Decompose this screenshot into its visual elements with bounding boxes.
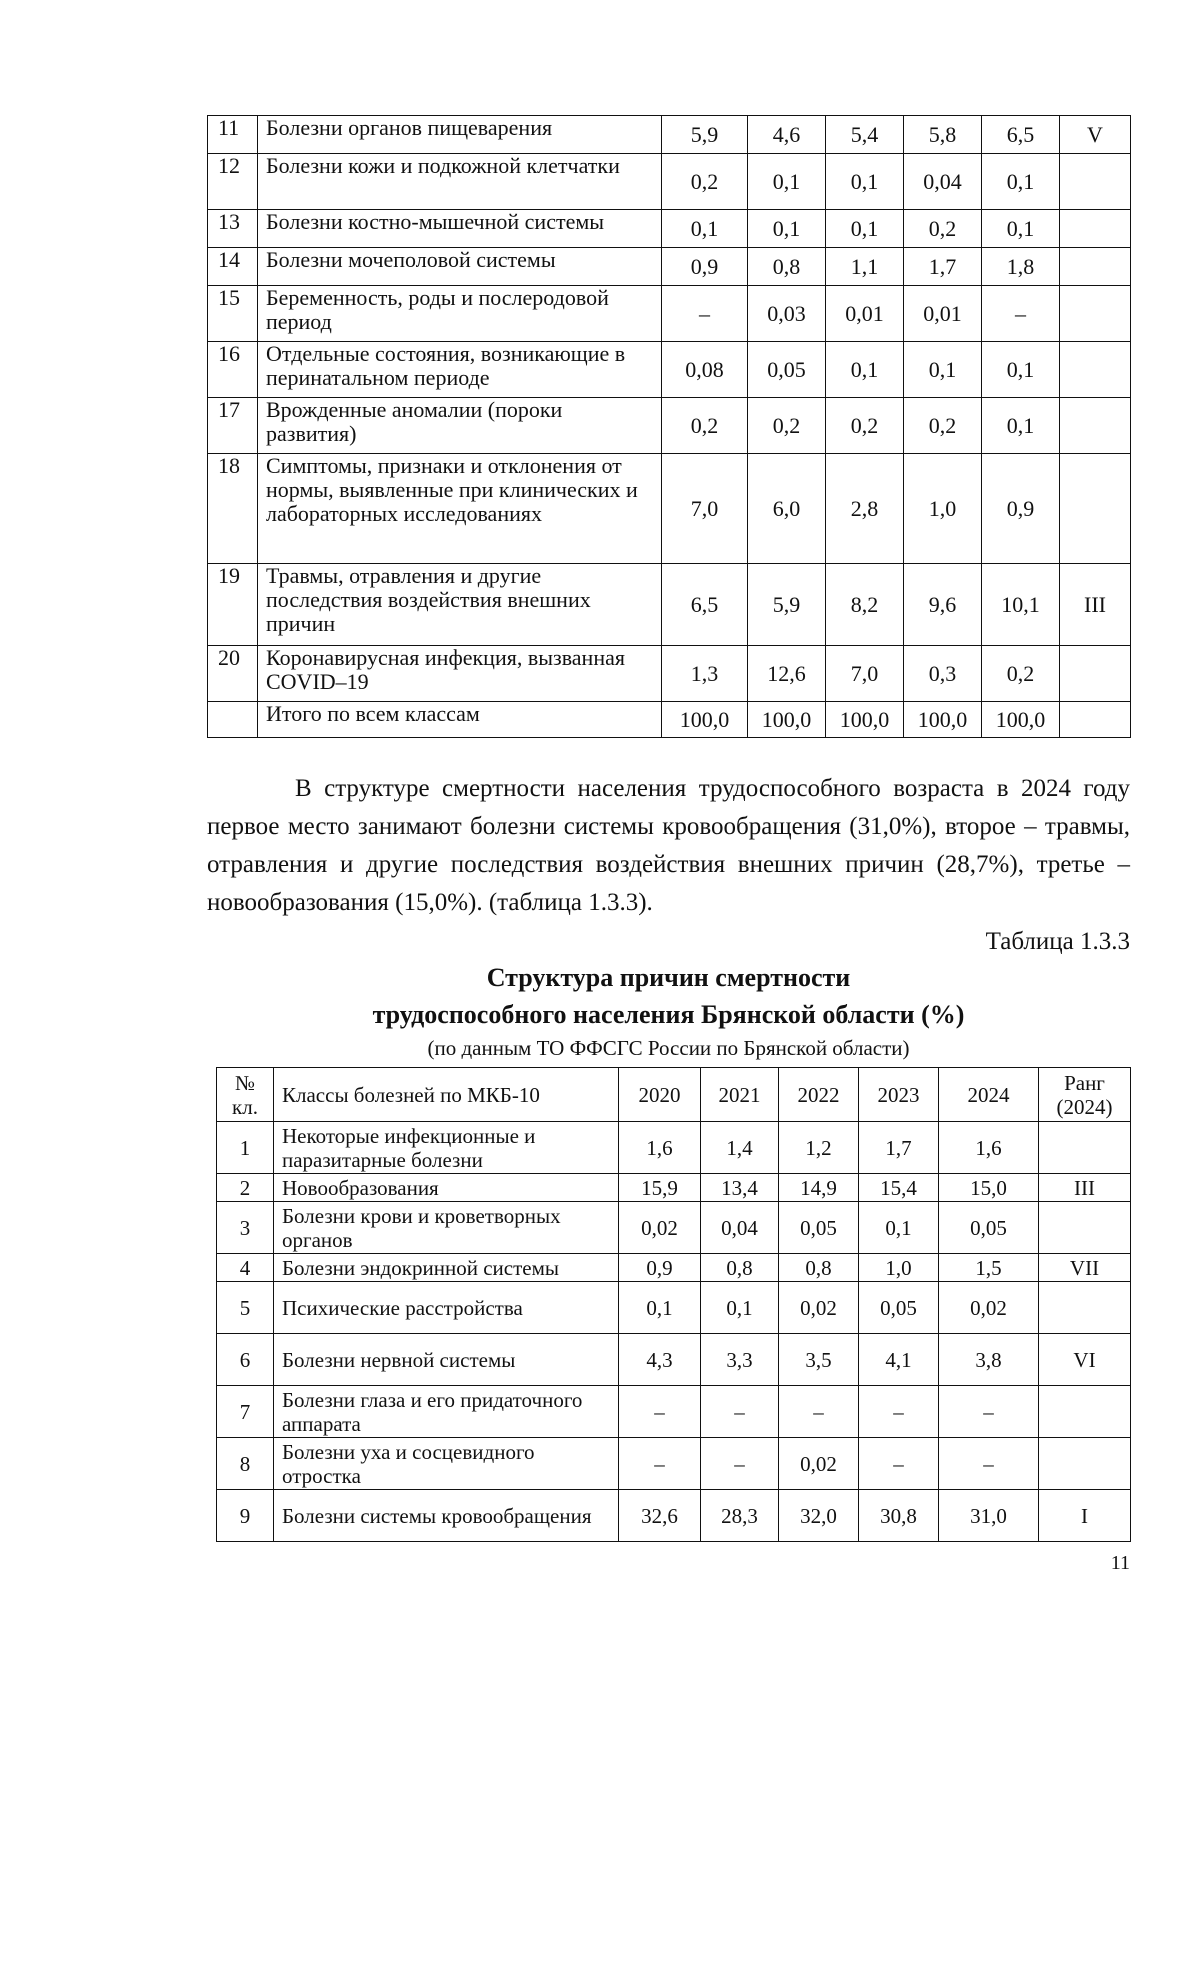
table-row — [208, 564, 1131, 646]
value-2024: 0,1 — [982, 210, 1060, 248]
value-2021: 0,1 — [748, 154, 826, 210]
value-2021: 28,3 — [701, 1490, 779, 1542]
value-2024: 0,9 — [982, 454, 1060, 564]
table-row — [217, 1386, 1131, 1438]
value-2022: 0,05 — [779, 1202, 859, 1254]
header-2022: 2022 — [779, 1068, 859, 1122]
disease-class: Болезни нервной системы — [274, 1334, 619, 1386]
table-row — [208, 398, 1131, 454]
row-number: 4 — [217, 1254, 274, 1282]
row-number: 19 — [208, 564, 258, 646]
row-number: 12 — [208, 154, 258, 210]
table-top-continuation — [207, 115, 1131, 738]
table-row — [208, 646, 1131, 702]
value-2022: 32,0 — [779, 1490, 859, 1542]
rank — [1060, 154, 1131, 210]
value-2021: 1,4 — [701, 1122, 779, 1174]
value-2020: 0,1 — [662, 210, 748, 248]
row-number: 20 — [208, 646, 258, 702]
header-2023: 2023 — [859, 1068, 939, 1122]
row-number: 3 — [217, 1202, 274, 1254]
disease-class: Болезни костно-мышечной системы — [258, 210, 662, 248]
value-2024: 0,1 — [982, 342, 1060, 398]
value-2021: 0,05 — [748, 342, 826, 398]
disease-class: Болезни глаза и его придаточного аппарата — [274, 1386, 619, 1438]
rank — [1060, 646, 1131, 702]
value-2024: 1,5 — [939, 1254, 1039, 1282]
row-number: 7 — [217, 1386, 274, 1438]
value-2022: 0,2 — [826, 398, 904, 454]
disease-class: Психические расстройства — [274, 1282, 619, 1334]
value-2024: – — [939, 1438, 1039, 1490]
disease-class: Болезни системы кровообращения — [274, 1490, 619, 1542]
value-2022: 0,02 — [779, 1282, 859, 1334]
value-2021: 5,9 — [748, 564, 826, 646]
value-2021: 3,3 — [701, 1334, 779, 1386]
value-2023: 100,0 — [904, 702, 982, 738]
rank — [1060, 286, 1131, 342]
row-number: 18 — [208, 454, 258, 564]
table-title-line1: Структура причин смертности — [486, 963, 851, 992]
header-2024: 2024 — [939, 1068, 1039, 1122]
value-2024: 0,1 — [982, 154, 1060, 210]
row-number: 1 — [217, 1122, 274, 1174]
disease-class: Беременность, роды и послеродовой период — [258, 286, 662, 342]
value-2023: 1,7 — [904, 248, 982, 286]
table-row — [208, 248, 1131, 286]
value-2022: 100,0 — [826, 702, 904, 738]
value-2023: 0,05 — [859, 1282, 939, 1334]
table-row — [217, 1490, 1131, 1542]
value-2021: – — [701, 1438, 779, 1490]
value-2021: 100,0 — [748, 702, 826, 738]
row-number: 17 — [208, 398, 258, 454]
value-2020: 1,6 — [619, 1122, 701, 1174]
value-2023: 0,2 — [904, 398, 982, 454]
rank — [1060, 398, 1131, 454]
value-2021: 6,0 — [748, 454, 826, 564]
disease-class: Некоторые инфекционные и паразитарные болезни — [274, 1122, 619, 1174]
header-rank: Ранг (2024) — [1039, 1068, 1131, 1122]
value-2022: 1,1 — [826, 248, 904, 286]
value-2023: 0,01 — [904, 286, 982, 342]
value-2020: 32,6 — [619, 1490, 701, 1542]
row-number: 16 — [208, 342, 258, 398]
disease-class: Болезни кожи и подкожной клетчатки — [258, 154, 662, 210]
disease-class: Болезни органов пищеварения — [258, 116, 662, 154]
value-2021: 0,8 — [701, 1254, 779, 1282]
value-2024: 1,6 — [939, 1122, 1039, 1174]
rank — [1039, 1438, 1131, 1490]
value-2021: – — [701, 1386, 779, 1438]
table-row — [208, 342, 1131, 398]
row-number: 8 — [217, 1438, 274, 1490]
value-2021: 13,4 — [701, 1174, 779, 1202]
rank — [1060, 248, 1131, 286]
value-2021: 0,2 — [748, 398, 826, 454]
value-2023: 9,6 — [904, 564, 982, 646]
value-2023: 4,1 — [859, 1334, 939, 1386]
table-row — [208, 286, 1131, 342]
row-number: 14 — [208, 248, 258, 286]
value-2022: 7,0 — [826, 646, 904, 702]
value-2024: 3,8 — [939, 1334, 1039, 1386]
table-row — [217, 1202, 1131, 1254]
header-class-number: № кл. — [217, 1068, 274, 1122]
value-2023: 30,8 — [859, 1490, 939, 1542]
value-2021: 0,04 — [701, 1202, 779, 1254]
value-2020: 1,3 — [662, 646, 748, 702]
rank — [1060, 454, 1131, 564]
value-2022: 0,02 — [779, 1438, 859, 1490]
rank — [1060, 210, 1131, 248]
rank: I — [1039, 1490, 1131, 1542]
rank: III — [1060, 564, 1131, 646]
value-2023: – — [859, 1386, 939, 1438]
rank — [1060, 342, 1131, 398]
row-number: 9 — [217, 1490, 274, 1542]
value-2023: 0,3 — [904, 646, 982, 702]
value-2024: – — [939, 1386, 1039, 1438]
disease-class: Новообразования — [274, 1174, 619, 1202]
value-2023: 0,1 — [904, 342, 982, 398]
value-2021: 0,1 — [748, 210, 826, 248]
value-2023: 0,04 — [904, 154, 982, 210]
disease-class: Травмы, отравления и другие последствия воздействия внешних причин — [258, 564, 662, 646]
rank — [1039, 1202, 1131, 1254]
disease-class: Итого по всем классам — [258, 702, 662, 738]
value-2024: 0,05 — [939, 1202, 1039, 1254]
value-2020: 0,02 — [619, 1202, 701, 1254]
value-2020: 15,9 — [619, 1174, 701, 1202]
value-2020: 6,5 — [662, 564, 748, 646]
disease-class: Симптомы, признаки и отклонения от нормы, выявленные при клинических и лабораторных исследованиях — [258, 454, 662, 564]
table-row — [208, 454, 1131, 564]
value-2020: 0,1 — [619, 1282, 701, 1334]
row-number: 15 — [208, 286, 258, 342]
value-2022: 0,1 — [826, 154, 904, 210]
rank — [1039, 1122, 1131, 1174]
disease-class: Болезни уха и сосцевидного отростка — [274, 1438, 619, 1490]
value-2024: 0,1 — [982, 398, 1060, 454]
value-2023: 1,0 — [904, 454, 982, 564]
value-2024: 10,1 — [982, 564, 1060, 646]
value-2020: 0,9 — [662, 248, 748, 286]
value-2024: 100,0 — [982, 702, 1060, 738]
row-number: 2 — [217, 1174, 274, 1202]
rank — [1039, 1282, 1131, 1334]
table-row — [217, 1334, 1131, 1386]
value-2022: 0,1 — [826, 342, 904, 398]
value-2020: 0,9 — [619, 1254, 701, 1282]
rank — [1039, 1386, 1131, 1438]
value-2021: 0,03 — [748, 286, 826, 342]
table-row — [217, 1254, 1131, 1282]
rank — [1060, 702, 1131, 738]
value-2024: 0,02 — [939, 1282, 1039, 1334]
table-row — [217, 1122, 1131, 1174]
body-paragraph: В структуре смертности населения трудоспособного возраста в 2024 году первое место занимают болезни системы кровообращения (31,0%), второе – травмы, отравления и другие последствия воздействия внешних причин (28,7%), третье – новообразования (15,0%). (таблица 1.3.3). — [207, 775, 1130, 916]
rank: V — [1060, 116, 1131, 154]
rank: VI — [1039, 1334, 1131, 1386]
value-2024: 31,0 — [939, 1490, 1039, 1542]
value-2022: 3,5 — [779, 1334, 859, 1386]
value-2024: – — [982, 286, 1060, 342]
page-number: 11 — [1110, 1552, 1130, 1574]
row-number — [208, 702, 258, 738]
value-2024: 0,2 — [982, 646, 1060, 702]
value-2023: 0,2 — [904, 210, 982, 248]
value-2023: 1,7 — [859, 1122, 939, 1174]
value-2023: 0,1 — [859, 1202, 939, 1254]
value-2022: 0,8 — [779, 1254, 859, 1282]
disease-class: Отдельные состояния, возникающие в перинатальном периоде — [258, 342, 662, 398]
value-2023: 5,8 — [904, 116, 982, 154]
row-number: 5 — [217, 1282, 274, 1334]
table-row — [217, 1174, 1131, 1202]
row-number: 6 — [217, 1334, 274, 1386]
rank: VII — [1039, 1254, 1131, 1282]
value-2022: 14,9 — [779, 1174, 859, 1202]
disease-class: Врожденные аномалии (пороки развития) — [258, 398, 662, 454]
value-2022: 0,1 — [826, 210, 904, 248]
table-row — [208, 116, 1131, 154]
table-mortality-structure — [216, 1067, 1131, 1542]
value-2022: 1,2 — [779, 1122, 859, 1174]
row-number: 13 — [208, 210, 258, 248]
header-2020: 2020 — [619, 1068, 701, 1122]
value-2020: 7,0 — [662, 454, 748, 564]
value-2022: – — [779, 1386, 859, 1438]
value-2021: 0,1 — [701, 1282, 779, 1334]
header-2021: 2021 — [701, 1068, 779, 1122]
table-row — [208, 154, 1131, 210]
value-2020: 0,2 — [662, 154, 748, 210]
value-2023: – — [859, 1438, 939, 1490]
value-2023: 15,4 — [859, 1174, 939, 1202]
header-class-name: Классы болезней по МКБ-10 — [274, 1068, 619, 1122]
table-row — [217, 1282, 1131, 1334]
table-row — [208, 210, 1131, 248]
value-2023: 1,0 — [859, 1254, 939, 1282]
value-2022: 0,01 — [826, 286, 904, 342]
value-2021: 0,8 — [748, 248, 826, 286]
value-2020: 4,3 — [619, 1334, 701, 1386]
disease-class: Болезни крови и кроветворных органов — [274, 1202, 619, 1254]
table-title-line2: трудоспособного населения Брянской области (%) — [372, 1000, 965, 1029]
value-2024: 6,5 — [982, 116, 1060, 154]
value-2020: 100,0 — [662, 702, 748, 738]
rank: III — [1039, 1174, 1131, 1202]
value-2024: 15,0 — [939, 1174, 1039, 1202]
value-2020: 5,9 — [662, 116, 748, 154]
table-label: Таблица 1.3.3 — [985, 928, 1130, 955]
value-2021: 12,6 — [748, 646, 826, 702]
value-2024: 1,8 — [982, 248, 1060, 286]
value-2020: – — [619, 1386, 701, 1438]
value-2020: – — [662, 286, 748, 342]
table-row — [217, 1438, 1131, 1490]
table-header-row — [217, 1068, 1131, 1122]
table-total-row — [208, 702, 1131, 738]
value-2022: 8,2 — [826, 564, 904, 646]
disease-class: Болезни эндокринной системы — [274, 1254, 619, 1282]
value-2020: 0,08 — [662, 342, 748, 398]
value-2020: 0,2 — [662, 398, 748, 454]
value-2022: 2,8 — [826, 454, 904, 564]
disease-class: Коронавирусная инфекция, вызванная COVID–19 — [258, 646, 662, 702]
value-2022: 5,4 — [826, 116, 904, 154]
disease-class: Болезни мочеполовой системы — [258, 248, 662, 286]
table-subtitle: (по данным ТО ФФСГС России по Брянской области) — [427, 1036, 910, 1060]
row-number: 11 — [208, 116, 258, 154]
value-2021: 4,6 — [748, 116, 826, 154]
value-2020: – — [619, 1438, 701, 1490]
